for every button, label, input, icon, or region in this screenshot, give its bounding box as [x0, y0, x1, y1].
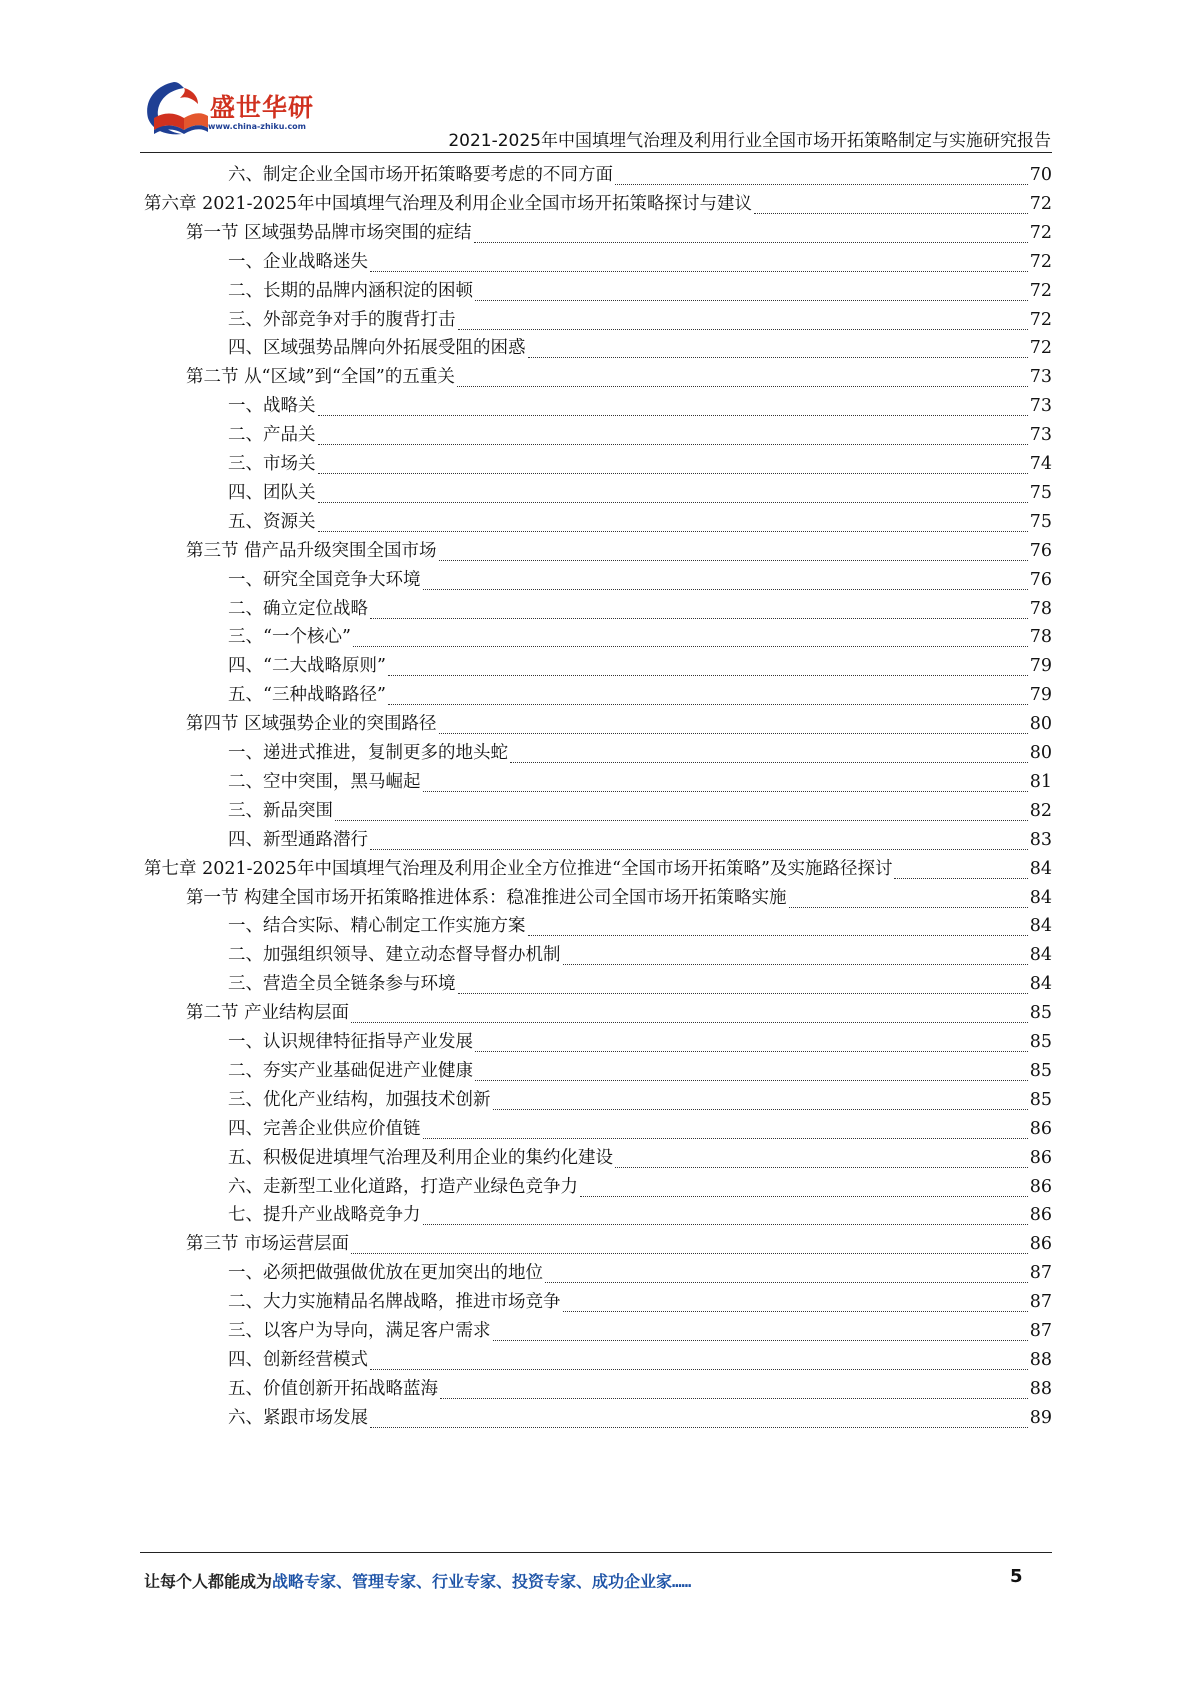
toc-leader-dots	[318, 449, 1028, 474]
toc-leader-dots	[335, 796, 1028, 821]
toc-entry-page: 85	[1029, 1089, 1052, 1110]
toc-entry-title: 四、创新经营模式	[228, 1349, 368, 1370]
toc-entry-page: 89	[1029, 1407, 1052, 1428]
toc-entry-title: 一、必须把做强做优放在更加突出的地位	[228, 1263, 543, 1284]
toc-leader-dots	[458, 305, 1028, 330]
toc-entry-title: 第四节 区域强势企业的突围路径	[186, 714, 437, 735]
toc-entry-page: 72	[1029, 338, 1052, 359]
toc-entry[interactable]	[228, 594, 1052, 625]
toc-entry-title: 四、团队关	[228, 482, 316, 503]
toc-leader-dots	[789, 883, 1028, 908]
toc-entry-title: 三、营造全员全链条参与环境	[228, 974, 456, 995]
toc-entry[interactable]	[186, 218, 1052, 249]
toc-entry[interactable]	[186, 998, 1052, 1029]
toc-entry-page: 86	[1029, 1234, 1052, 1255]
toc-leader-dots	[439, 536, 1028, 561]
toc-entry[interactable]	[228, 1374, 1052, 1405]
toc-entry-page: 84	[1029, 916, 1052, 937]
toc-leader-dots	[493, 1085, 1028, 1110]
toc-entry[interactable]	[144, 189, 1052, 220]
toc-entry[interactable]	[228, 1172, 1052, 1203]
toc-entry-page: 88	[1029, 1378, 1052, 1399]
toc-entry-page: 80	[1029, 743, 1052, 763]
toc-entry-page: 72	[1029, 309, 1052, 330]
toc-entry-title: 第二节 产业结构层面	[186, 1003, 350, 1024]
toc-leader-dots	[528, 911, 1028, 936]
toc-entry[interactable]	[228, 305, 1052, 336]
toc-leader-dots	[493, 1316, 1028, 1341]
toc-entry-title: 三、“一个核心”	[228, 627, 351, 648]
toc-entry-page: 84	[1029, 974, 1052, 995]
toc-leader-dots	[370, 1345, 1028, 1370]
toc-entry-title: 五、价值创新开拓战略蓝海	[228, 1378, 438, 1399]
toc-leader-dots	[615, 160, 1028, 185]
toc-entry-title: 二、长期的品牌内涵积淀的困顿	[228, 280, 473, 301]
toc-entry-page: 73	[1029, 367, 1052, 388]
toc-entry-page: 70	[1029, 165, 1052, 185]
toc-entry-page: 87	[1029, 1321, 1052, 1341]
toc-entry-page: 75	[1029, 482, 1052, 503]
toc-entry-title: 二、加强组织领导、建立动态督导督办机制	[228, 945, 561, 966]
toc-entry[interactable]	[228, 391, 1052, 422]
toc-entry-page: 73	[1029, 396, 1052, 417]
toc-entry-page: 73	[1029, 425, 1052, 446]
toc-entry-page: 75	[1029, 511, 1052, 532]
toc-entry-title: 二、空中突围，黑马崛起	[228, 771, 421, 792]
toc-entry[interactable]	[228, 1258, 1052, 1289]
toc-entry[interactable]	[228, 478, 1052, 509]
toc-entry[interactable]	[186, 883, 1052, 914]
toc-entry-title: 三、以客户为导向，满足客户需求	[228, 1321, 491, 1341]
toc-entry[interactable]	[228, 1316, 1052, 1347]
toc-leader-dots	[528, 333, 1028, 358]
toc-entry-page: 78	[1029, 598, 1052, 619]
slogan-prefix: 让每个人都能成为	[144, 1572, 273, 1591]
toc-entry-page: 82	[1029, 800, 1052, 821]
toc-entry[interactable]	[228, 1403, 1052, 1434]
toc-entry-title: 一、研究全国竞争大环境	[228, 569, 421, 590]
toc-entry[interactable]	[228, 940, 1052, 971]
toc-entry[interactable]	[228, 1200, 1052, 1231]
toc-entry-page: 72	[1029, 251, 1052, 272]
toc-entry-page: 78	[1029, 627, 1052, 648]
toc-entry-page: 72	[1029, 193, 1052, 214]
toc-entry-title: 第三节 借产品升级突围全国市场	[186, 540, 437, 561]
toc-leader-dots	[370, 247, 1028, 272]
toc-entry[interactable]	[186, 536, 1052, 567]
toc-entry[interactable]	[228, 449, 1052, 480]
toc-entry[interactable]	[228, 796, 1052, 827]
toc-entry[interactable]	[228, 767, 1052, 798]
toc-entry-page: 84	[1029, 858, 1052, 879]
toc-entry[interactable]	[228, 1085, 1052, 1116]
toc-entry[interactable]	[228, 1027, 1052, 1058]
toc-entry-title: 二、大力实施精品名牌战略，推进市场竞争	[228, 1292, 561, 1313]
toc-entry[interactable]	[228, 622, 1052, 653]
report-title: 2021-2025年中国填埋气治理及利用行业全国市场开拓策略制定与实施研究报告	[448, 131, 1051, 151]
toc-leader-dots	[318, 391, 1028, 416]
toc-entry-page: 85	[1029, 1032, 1052, 1052]
toc-entry-title: 五、积极促进填埋气治理及利用企业的集约化建设	[228, 1147, 613, 1168]
toc-leader-dots	[353, 622, 1028, 647]
toc-entry[interactable]	[228, 969, 1052, 1000]
toc-leader-dots	[318, 478, 1028, 503]
toc-entry-title: 五、“三种战略路径”	[228, 685, 386, 706]
toc-leader-dots	[423, 1200, 1028, 1225]
toc-entry-title: 二、夯实产业基础促进产业健康	[228, 1060, 473, 1081]
toc-leader-dots	[563, 940, 1028, 965]
toc-entry[interactable]	[228, 507, 1052, 538]
toc-leader-dots	[370, 1403, 1028, 1428]
toc-entry-title: 四、“二大战略原则”	[228, 656, 386, 677]
toc-leader-dots	[510, 738, 1028, 763]
toc-entry-page: 81	[1029, 771, 1052, 792]
toc-leader-dots	[457, 362, 1028, 387]
toc-entry[interactable]	[228, 680, 1052, 711]
logo-name: 盛世华研	[210, 93, 315, 122]
toc-leader-dots	[423, 565, 1028, 590]
toc-entry-page: 86	[1029, 1176, 1052, 1197]
toc-leader-dots	[318, 507, 1028, 532]
toc-entry[interactable]	[228, 247, 1052, 278]
toc-entry-title: 六、制定企业全国市场开拓策略要考虑的不同方面	[228, 165, 613, 185]
toc-entry-title: 一、认识规律特征指导产业发展	[228, 1032, 473, 1052]
toc-entry[interactable]	[228, 825, 1052, 856]
company-logo	[140, 78, 315, 146]
toc-entry-title: 一、递进式推进，复制更多的地头蛇	[228, 743, 508, 763]
slogan-roles: 战略专家、管理专家、行业专家、投资专家、成功企业家……	[272, 1572, 692, 1591]
toc-leader-dots	[370, 594, 1028, 619]
toc-entry[interactable]	[144, 854, 1052, 885]
toc-leader-dots	[580, 1172, 1028, 1197]
toc-entry-title: 一、结合实际、精心制定工作实施方案	[228, 916, 526, 937]
toc-entry-title: 四、区域强势品牌向外拓展受阻的困惑	[228, 338, 526, 359]
toc-entry-page: 72	[1029, 280, 1052, 301]
toc-entry[interactable]	[228, 420, 1052, 451]
toc-leader-dots	[423, 1114, 1028, 1139]
toc-leader-dots	[388, 651, 1028, 676]
toc-entry-title: 第六章 2021-2025年中国填埋气治理及利用企业全国市场开拓策略探讨与建议	[144, 193, 753, 214]
toc-entry-page: 84	[1029, 945, 1052, 966]
toc-leader-dots	[475, 1056, 1028, 1081]
toc-leader-dots	[440, 1374, 1028, 1399]
toc-entry-page: 86	[1029, 1205, 1052, 1226]
toc-leader-dots	[475, 1027, 1028, 1052]
header-divider	[140, 152, 1052, 153]
toc-entry-title: 第二节 从“区域”到“全国”的五重关	[186, 367, 455, 388]
toc-entry-page: 83	[1029, 829, 1052, 850]
toc-entry-title: 六、走新型工业化道路，打造产业绿色竞争力	[228, 1176, 578, 1197]
toc-entry-page: 74	[1029, 454, 1052, 474]
toc-entry[interactable]	[228, 1056, 1052, 1087]
toc-entry-title: 二、产品关	[228, 425, 316, 446]
toc-leader-dots	[754, 189, 1028, 214]
toc-leader-dots	[351, 998, 1028, 1023]
toc-leader-dots	[439, 709, 1028, 734]
toc-entry-title: 三、新品突围	[228, 800, 333, 821]
toc-entry[interactable]	[228, 1345, 1052, 1376]
toc-entry-page: 79	[1029, 656, 1052, 677]
page-header	[0, 0, 1191, 150]
toc-entry[interactable]	[228, 1114, 1052, 1145]
toc-entry-page: 76	[1029, 569, 1052, 590]
toc-entry[interactable]	[228, 565, 1052, 596]
toc-entry[interactable]	[186, 709, 1052, 740]
toc-leader-dots	[423, 767, 1028, 792]
toc-entry-page: 87	[1029, 1292, 1052, 1313]
toc-entry-page: 76	[1029, 540, 1052, 561]
toc-entry-title: 四、完善企业供应价值链	[228, 1118, 421, 1139]
toc-leader-dots	[388, 680, 1028, 705]
toc-entry-title: 五、资源关	[228, 511, 316, 532]
toc-entry-title: 一、战略关	[228, 396, 316, 417]
toc-entry-title: 四、新型通路潜行	[228, 829, 368, 850]
toc-entry-page: 85	[1029, 1060, 1052, 1081]
toc-entry-title: 七、提升产业战略竞争力	[228, 1205, 421, 1226]
toc-entry[interactable]	[228, 738, 1052, 769]
footer-slogan	[144, 1569, 691, 1592]
toc-entry[interactable]	[186, 362, 1052, 393]
toc-leader-dots	[475, 276, 1028, 301]
toc-entry[interactable]	[228, 651, 1052, 682]
toc-entry-page: 86	[1029, 1118, 1052, 1139]
toc-entry-title: 第一节 构建全国市场开拓策略推进体系：稳准推进公司全国市场开拓策略实施	[186, 887, 787, 908]
toc-entry[interactable]	[228, 911, 1052, 942]
toc-leader-dots	[370, 825, 1028, 850]
logo-url: www.china-zhiku.com	[208, 122, 307, 131]
toc-entry[interactable]	[228, 276, 1052, 307]
toc-entry-title: 六、紧跟市场发展	[228, 1407, 368, 1428]
toc-leader-dots	[563, 1287, 1028, 1312]
toc-entry-title: 第三节 市场运营层面	[186, 1234, 350, 1255]
toc-entry-title: 三、优化产业结构，加强技术创新	[228, 1089, 491, 1110]
toc-entry-page: 87	[1029, 1263, 1052, 1284]
toc-leader-dots	[474, 218, 1028, 243]
footer-divider	[140, 1552, 1052, 1553]
page-number: 5	[1010, 1566, 1023, 1587]
toc-leader-dots	[894, 854, 1027, 879]
toc-leader-dots	[615, 1143, 1028, 1168]
toc-entry[interactable]	[228, 1287, 1052, 1318]
toc-leader-dots	[545, 1258, 1028, 1283]
toc-entry[interactable]	[186, 1229, 1052, 1260]
toc-entry-page: 72	[1029, 222, 1052, 243]
toc-entry-title: 第七章 2021-2025年中国填埋气治理及利用企业全方位推进“全国市场开拓策略”及实施路径探讨	[144, 858, 893, 879]
toc-entry-title: 三、市场关	[228, 454, 316, 474]
toc-leader-dots	[458, 969, 1028, 994]
toc-entry-page: 88	[1029, 1349, 1052, 1370]
toc-entry-page: 79	[1029, 685, 1052, 706]
toc-entry[interactable]	[228, 333, 1052, 364]
logo-emblem-icon	[140, 78, 210, 142]
toc-leader-dots	[318, 420, 1028, 445]
toc-entry[interactable]	[228, 160, 1052, 191]
toc-entry-title: 第一节 区域强势品牌市场突围的症结	[186, 222, 472, 243]
toc-leader-dots	[351, 1229, 1028, 1254]
toc-entry-page: 86	[1029, 1147, 1052, 1168]
toc-entry-title: 二、确立定位战略	[228, 598, 368, 619]
toc-entry-page: 84	[1029, 887, 1052, 908]
toc-entry-page: 80	[1029, 714, 1052, 735]
toc-entry-title: 一、企业战略迷失	[228, 251, 368, 272]
toc-entry[interactable]	[228, 1143, 1052, 1174]
toc-entry-title: 三、外部竞争对手的腹背打击	[228, 309, 456, 330]
toc-entry-page: 85	[1029, 1003, 1052, 1024]
